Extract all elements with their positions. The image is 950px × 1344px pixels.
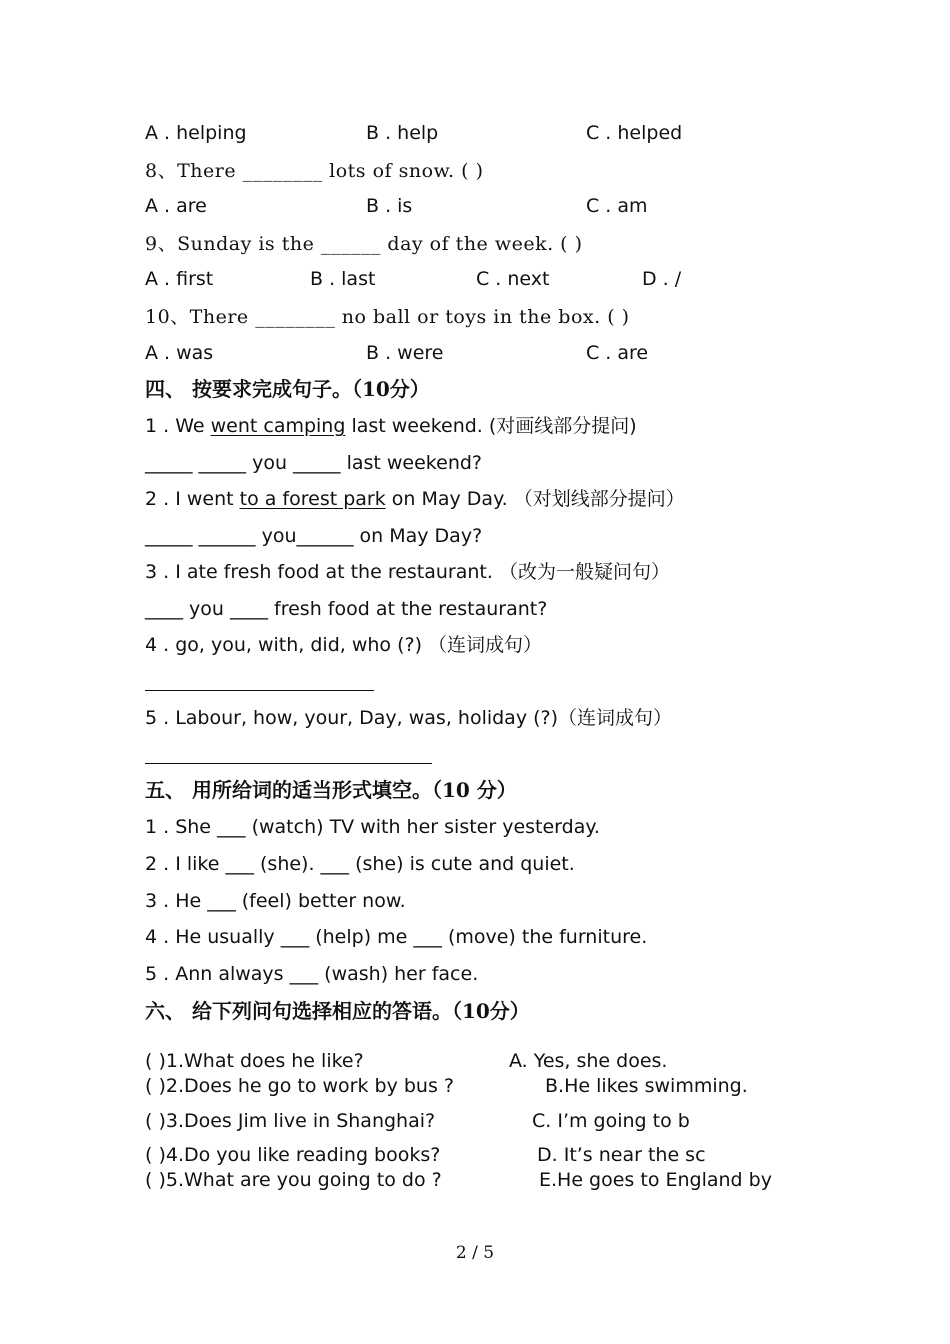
s4-item3-answer: ____ you ____ fresh food at the restaurant? [145,598,548,620]
s5-item2: 2 . I like ___ (she). ___ (she) is cute and quiet. [145,853,575,875]
q7-option-c: C . helped [586,122,683,144]
section5-title: 五、 用所给词的适当形式填空。（10 分） [145,778,517,802]
q10-option-c: C . are [586,342,649,364]
s4-item1 [145,414,637,438]
s6-answer-d: D. It’s near the sc [537,1144,706,1166]
s6-answer-e: E.He goes to England by [539,1169,772,1191]
s6-answer-a: A. Yes, she does. [509,1050,668,1072]
s4-item2-post: on May Day. （对划线部分提问） [385,488,685,510]
s6-question4: ( )4.Do you like reading books? [145,1144,441,1166]
s4-item3: 3 . I ate fresh food at the restaurant. （改为一般疑问句） [145,561,670,583]
s6-answer-c: C. I’m going to b [532,1110,690,1132]
q7-option-a: A . helping [145,122,247,144]
q7-option-b: B . help [366,122,439,144]
q9-option-b: B . last [310,268,376,290]
q8-option-a: A . are [145,195,207,217]
q9-option-a: A . first [145,268,214,290]
page-number: 2 / 5 [455,1243,495,1263]
s4-item1-underlined: went camping [210,415,346,437]
q9-option-c: C . next [476,268,550,290]
q10-option-b: B . were [366,342,444,364]
s6-question5: ( )5.What are you going to do ? [145,1169,442,1191]
q8-stem: 8、There ________ lots of snow. ( ) [145,160,484,182]
s6-question1: ( )1.What does he like? [145,1050,364,1072]
s4-item4: 4 . go, you, with, did, who (?) （连词成句） [145,634,543,656]
s5-item5: 5 . Ann always ___ (wash) her face. [145,963,479,985]
q8-option-b: B . is [366,195,413,217]
s4-item5-answer-line [145,763,432,764]
s5-item1: 1 . She ___ (watch) TV with her sister yesterday. [145,816,600,838]
q8-option-c: C . am [586,195,648,217]
s4-item5: 5 . Labour, how, your, Day, was, holiday (?)（连词成句） [145,707,673,729]
q10-stem: 10、There ________ no ball or toys in the box. ( ) [145,306,630,328]
s5-item4: 4 . He usually ___ (help) me ___ (move) the furniture. [145,926,648,948]
q9-option-d: D . / [642,268,682,290]
q10-option-a: A . was [145,342,214,364]
s4-item1-post: last weekend. (对画线部分提问) [345,415,637,437]
s4-item4-answer-line [145,690,374,691]
s5-item3: 3 . He ___ (feel) better now. [145,890,406,912]
s4-item2-answer: _____ ______ you______ on May Day? [145,525,483,547]
s4-item1-pre: 1 . We [145,415,211,437]
s4-item1-answer: _____ _____ you _____ last weekend? [145,452,482,474]
section4-title: 四、 按要求完成句子。（10分） [145,377,430,401]
s4-item2-pre: 2 . I went [145,488,240,510]
s6-question2: ( )2.Does he go to work by bus ? [145,1075,454,1097]
s6-question3: ( )3.Does Jim live in Shanghai? [145,1110,436,1132]
section6-title: 六、 给下列问句选择相应的答语。（10分） [145,999,530,1023]
s6-answer-b: B.He likes swimming. [545,1075,748,1097]
q9-stem: 9、Sunday is the ______ day of the week. ( ) [145,233,583,255]
s4-item2 [145,487,685,511]
s4-item2-underlined: to a forest park [239,488,386,510]
